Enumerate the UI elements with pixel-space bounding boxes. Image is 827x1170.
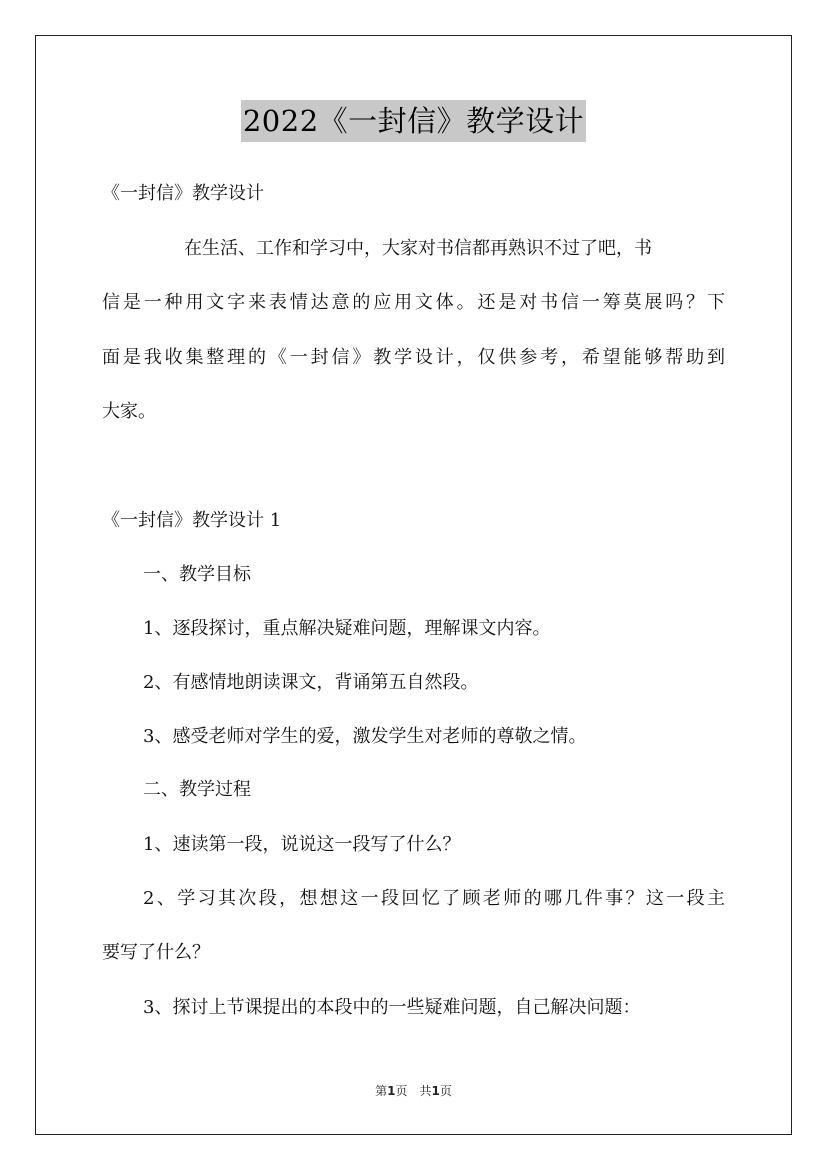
process-item-2-line-1: 2、学习其次段，想想这一段回忆了顾老师的哪几件事？这一段主 [143,888,725,909]
intro-line-4: 大家。 [102,401,156,422]
footer-page-total: 1 [431,1084,440,1098]
intro-line-2: 信是一种用文字来表情达意的应用文体。还是对书信一筹莫展吗？下 [102,292,725,313]
process-item-3: 3、探讨上节课提出的本段中的一些疑难问题，自己解决问题： [143,997,641,1018]
section-title: 《一封信》教学设计 1 [102,510,282,531]
footer-label-post: 页 [439,1084,452,1098]
document-subtitle: 《一封信》教学设计 [102,183,264,204]
process-item-1: 1、速读第一段，说说这一段写了什么？ [143,834,461,855]
goal-item-2: 2、有感情地朗读课文，背诵第五自然段。 [143,672,479,693]
intro-line-3: 面是我收集整理的《一封信》教学设计，仅供参考，希望能够帮助到 [102,347,725,368]
process-item-2-line-2: 要写了什么？ [102,942,210,963]
footer-label-mid: 页 共 [395,1084,432,1098]
heading-process: 二、教学过程 [143,779,251,800]
title-container [0,100,827,142]
footer-page-current: 1 [387,1084,396,1098]
goal-item-1: 1、逐段探讨，重点解决疑难问题，理解课文内容。 [143,618,551,639]
document-title: 2022《一封信》教学设计 [241,100,586,142]
footer-label-pre: 第 [375,1084,388,1098]
page-footer [0,1083,827,1099]
intro-line-1: 在生活、工作和学习中，大家对书信都再熟识不过了吧，书 [184,238,652,259]
goal-item-3: 3、感受老师对学生的爱，激发学生对老师的尊敬之情。 [143,726,587,747]
heading-goals: 一、教学目标 [143,564,251,585]
